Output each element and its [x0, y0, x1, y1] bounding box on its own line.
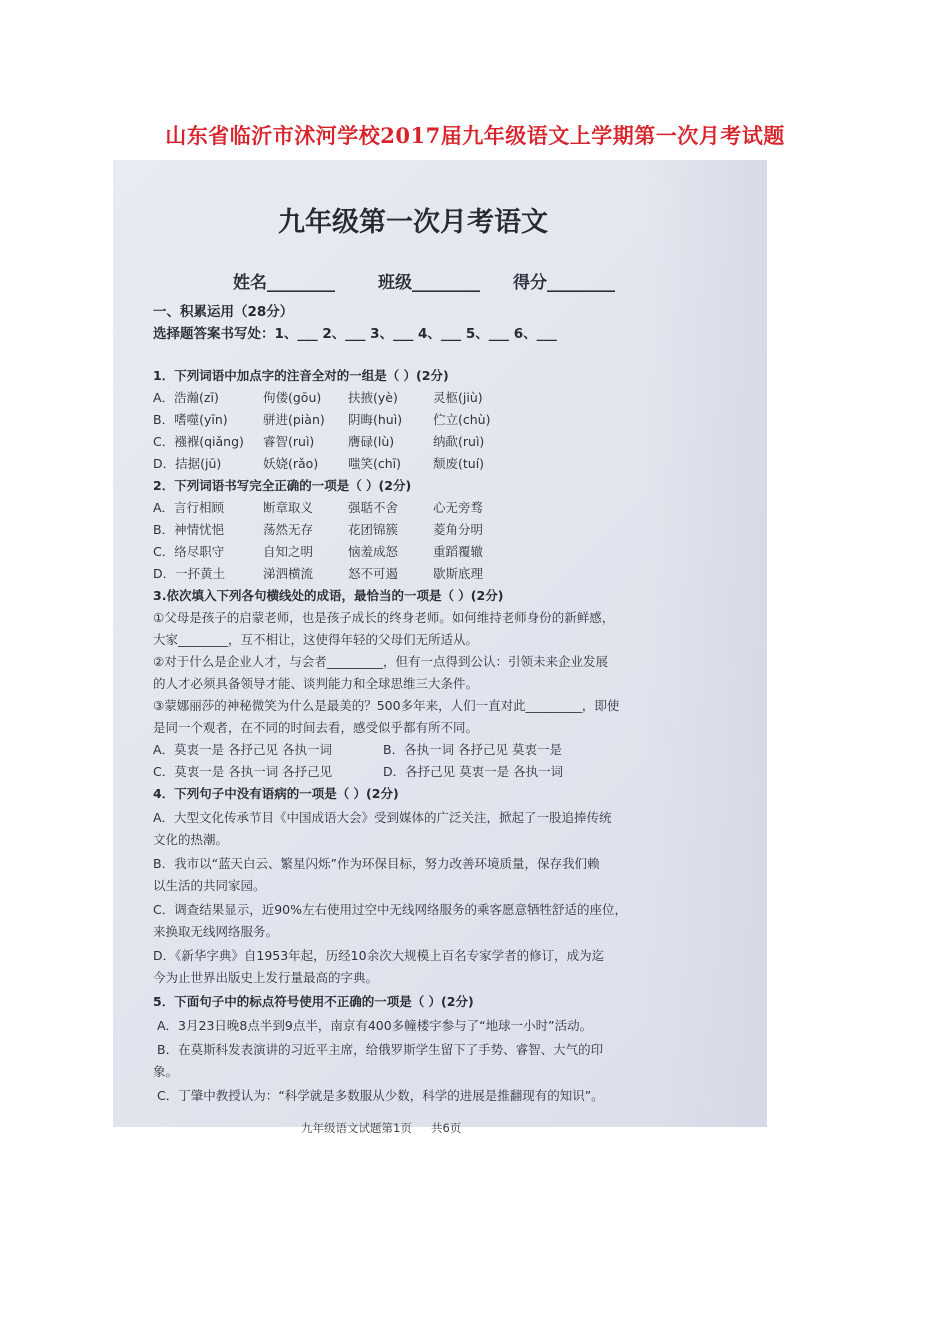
option-text: D．拮据(jū) — [153, 456, 222, 471]
q3-text-line: 大家________，互不相让，这使得年轻的父母们无所适从。 — [153, 632, 479, 647]
exam-title: 九年级第一次月考语文 — [278, 207, 548, 238]
q4-text-line: 来换取无线网络服务。 — [153, 924, 279, 939]
option-text: 灵柩(jiù) — [433, 390, 483, 405]
q4-text-line: B．我市以“蓝天白云、繁星闪烁”作为环保目标，努力改善环境质量，保存我们赖 — [153, 856, 600, 871]
option-text: 伫立(chù) — [433, 412, 491, 427]
q3-text-line: ③蒙娜丽莎的神秘微笑为什么是最美的？500多年来，人们一直对此_________，即使 — [153, 698, 620, 713]
option-text: 怒不可遏 — [348, 566, 399, 581]
option-text: C．襁褓(qiǎng) — [153, 434, 244, 449]
option-text: A．莫衷一是 各抒己见 各执一词 — [153, 742, 332, 757]
option-text: 心无旁骛 — [433, 500, 484, 515]
q4-text-line: 以生活的共同家园。 — [153, 878, 266, 893]
q4-text-line: 文化的热潮。 — [153, 832, 229, 847]
option-text: 纳歃(ruì) — [433, 434, 485, 449]
question-1: 1．下列词语中加点字的注音全对的一组是（ ）(2分) — [153, 368, 449, 383]
q4-text-line: D．《新华字典》自1953年起，历经10余次大规模上百名专家学者的修订，成为迄 — [153, 948, 605, 963]
option-text: 涕泗横流 — [263, 566, 314, 581]
question-5: 5．下面句子中的标点符号使用不正确的一项是（ ）(2分) — [153, 994, 474, 1009]
photo-shadow — [647, 160, 767, 1127]
option-text: 阴晦(huì) — [348, 412, 403, 427]
option-text: 荡然无存 — [263, 522, 314, 537]
q5-text-line: 象。 — [153, 1064, 179, 1079]
q3-text-line: 是同一个观者，在不同的时间去看，感受似乎都有所不同。 — [153, 720, 479, 735]
option-text: 睿智(ruì) — [263, 434, 315, 449]
option-text: 自知之明 — [263, 544, 314, 559]
option-text: B．嗜噬(yīn) — [153, 412, 228, 427]
class-label: 班级________ — [378, 273, 480, 293]
option-text: 佝偻(gōu) — [263, 390, 322, 405]
option-text: 恼羞成怒 — [348, 544, 399, 559]
option-text: 膺碌(lù) — [348, 434, 395, 449]
option-text: 菱角分明 — [433, 522, 484, 537]
question-4: 4．下列句子中没有语病的一项是（ ）(2分) — [153, 786, 399, 801]
q3-text-line: ②对于什么是企业人才，与会者_________，但有一点得到公认：引领未来企业发展 — [153, 654, 608, 669]
q4-text-line: C．调查结果显示，近90%左右使用过空中无线网络服务的乘客愿意牺牲舒适的座位， — [153, 902, 628, 917]
question-3: 3.依次填入下列各句横线处的成语，最恰当的一项是（ ）(2分) — [153, 588, 504, 603]
option-text: 扶掖(yè) — [348, 390, 398, 405]
q5-text-line: C．丁肇中教授认为：“科学就是多数服从少数，科学的进展是推翻现有的知识”。 — [157, 1088, 604, 1103]
q5-text-line: A．3月23日晚8点半到9点半，南京有400多幢楼宇参与了“地球一小时”活动。 — [157, 1018, 593, 1033]
name-label: 姓名________ — [233, 273, 335, 293]
q3-text-line: ①父母是孩子的启蒙老师，也是孩子成长的终身老师。如何维持老师身份的新鲜感， — [153, 610, 615, 625]
option-text: C．络尽职守 — [153, 544, 225, 559]
option-text: 花团锦簇 — [348, 522, 399, 537]
q3-text-line: 的人才必须具备领导才能、谈判能力和全球思维三大条件。 — [153, 676, 479, 691]
answer-line: 选择题答案书写处：1、___ 2、___ 3、___ 4、___ 5、___ 6、___ — [153, 326, 557, 342]
option-text: B．神情忧悒 — [153, 522, 225, 537]
scanned-exam-photo — [113, 160, 767, 1135]
option-text: D．各抒己见 莫衷一是 各执一词 — [383, 764, 564, 779]
option-text: 颓废(tuí) — [433, 456, 485, 471]
q4-text-line: A．大型文化传承节目《中国成语大会》受到媒体的广泛关注，掀起了一股追捧传统 — [153, 810, 612, 825]
option-text: 重蹈覆辙 — [433, 544, 484, 559]
option-text: 妖娆(rǎo) — [263, 456, 319, 471]
page-total: 共6页 — [431, 1121, 462, 1135]
option-text: D．一抔黄土 — [153, 566, 226, 581]
page-footer: 九年级语文试题第1页 — [301, 1121, 412, 1135]
option-text: 骈进(piàn) — [263, 412, 325, 427]
q4-text-line: 今为止世界出版史上发行量最高的字典。 — [153, 970, 379, 985]
option-text: 强聒不舍 — [348, 500, 399, 515]
option-text: B．各执一词 各抒己见 莫衷一是 — [383, 742, 563, 757]
option-text: 嗤笑(chī) — [348, 456, 402, 471]
document-title: 山东省临沂市沭河学校2017届九年级语文上学期第一次月考试题 — [165, 123, 785, 148]
option-text: C．莫衷一是 各执一词 各抒己见 — [153, 764, 333, 779]
question-2: 2．下列词语书写完全正确的一项是（ ）(2分) — [153, 478, 412, 493]
option-text: A．浩瀚(zī) — [153, 390, 219, 405]
score-label: 得分________ — [513, 273, 615, 293]
option-text: 断章取义 — [263, 500, 314, 515]
option-text: A．言行相顾 — [153, 500, 225, 515]
section-heading: 一、积累运用（28分） — [153, 304, 294, 320]
option-text: 歇斯底理 — [433, 566, 484, 581]
q5-text-line: B．在莫斯科发表演讲的习近平主席，给俄罗斯学生留下了手势、睿智、大气的印 — [157, 1042, 604, 1057]
